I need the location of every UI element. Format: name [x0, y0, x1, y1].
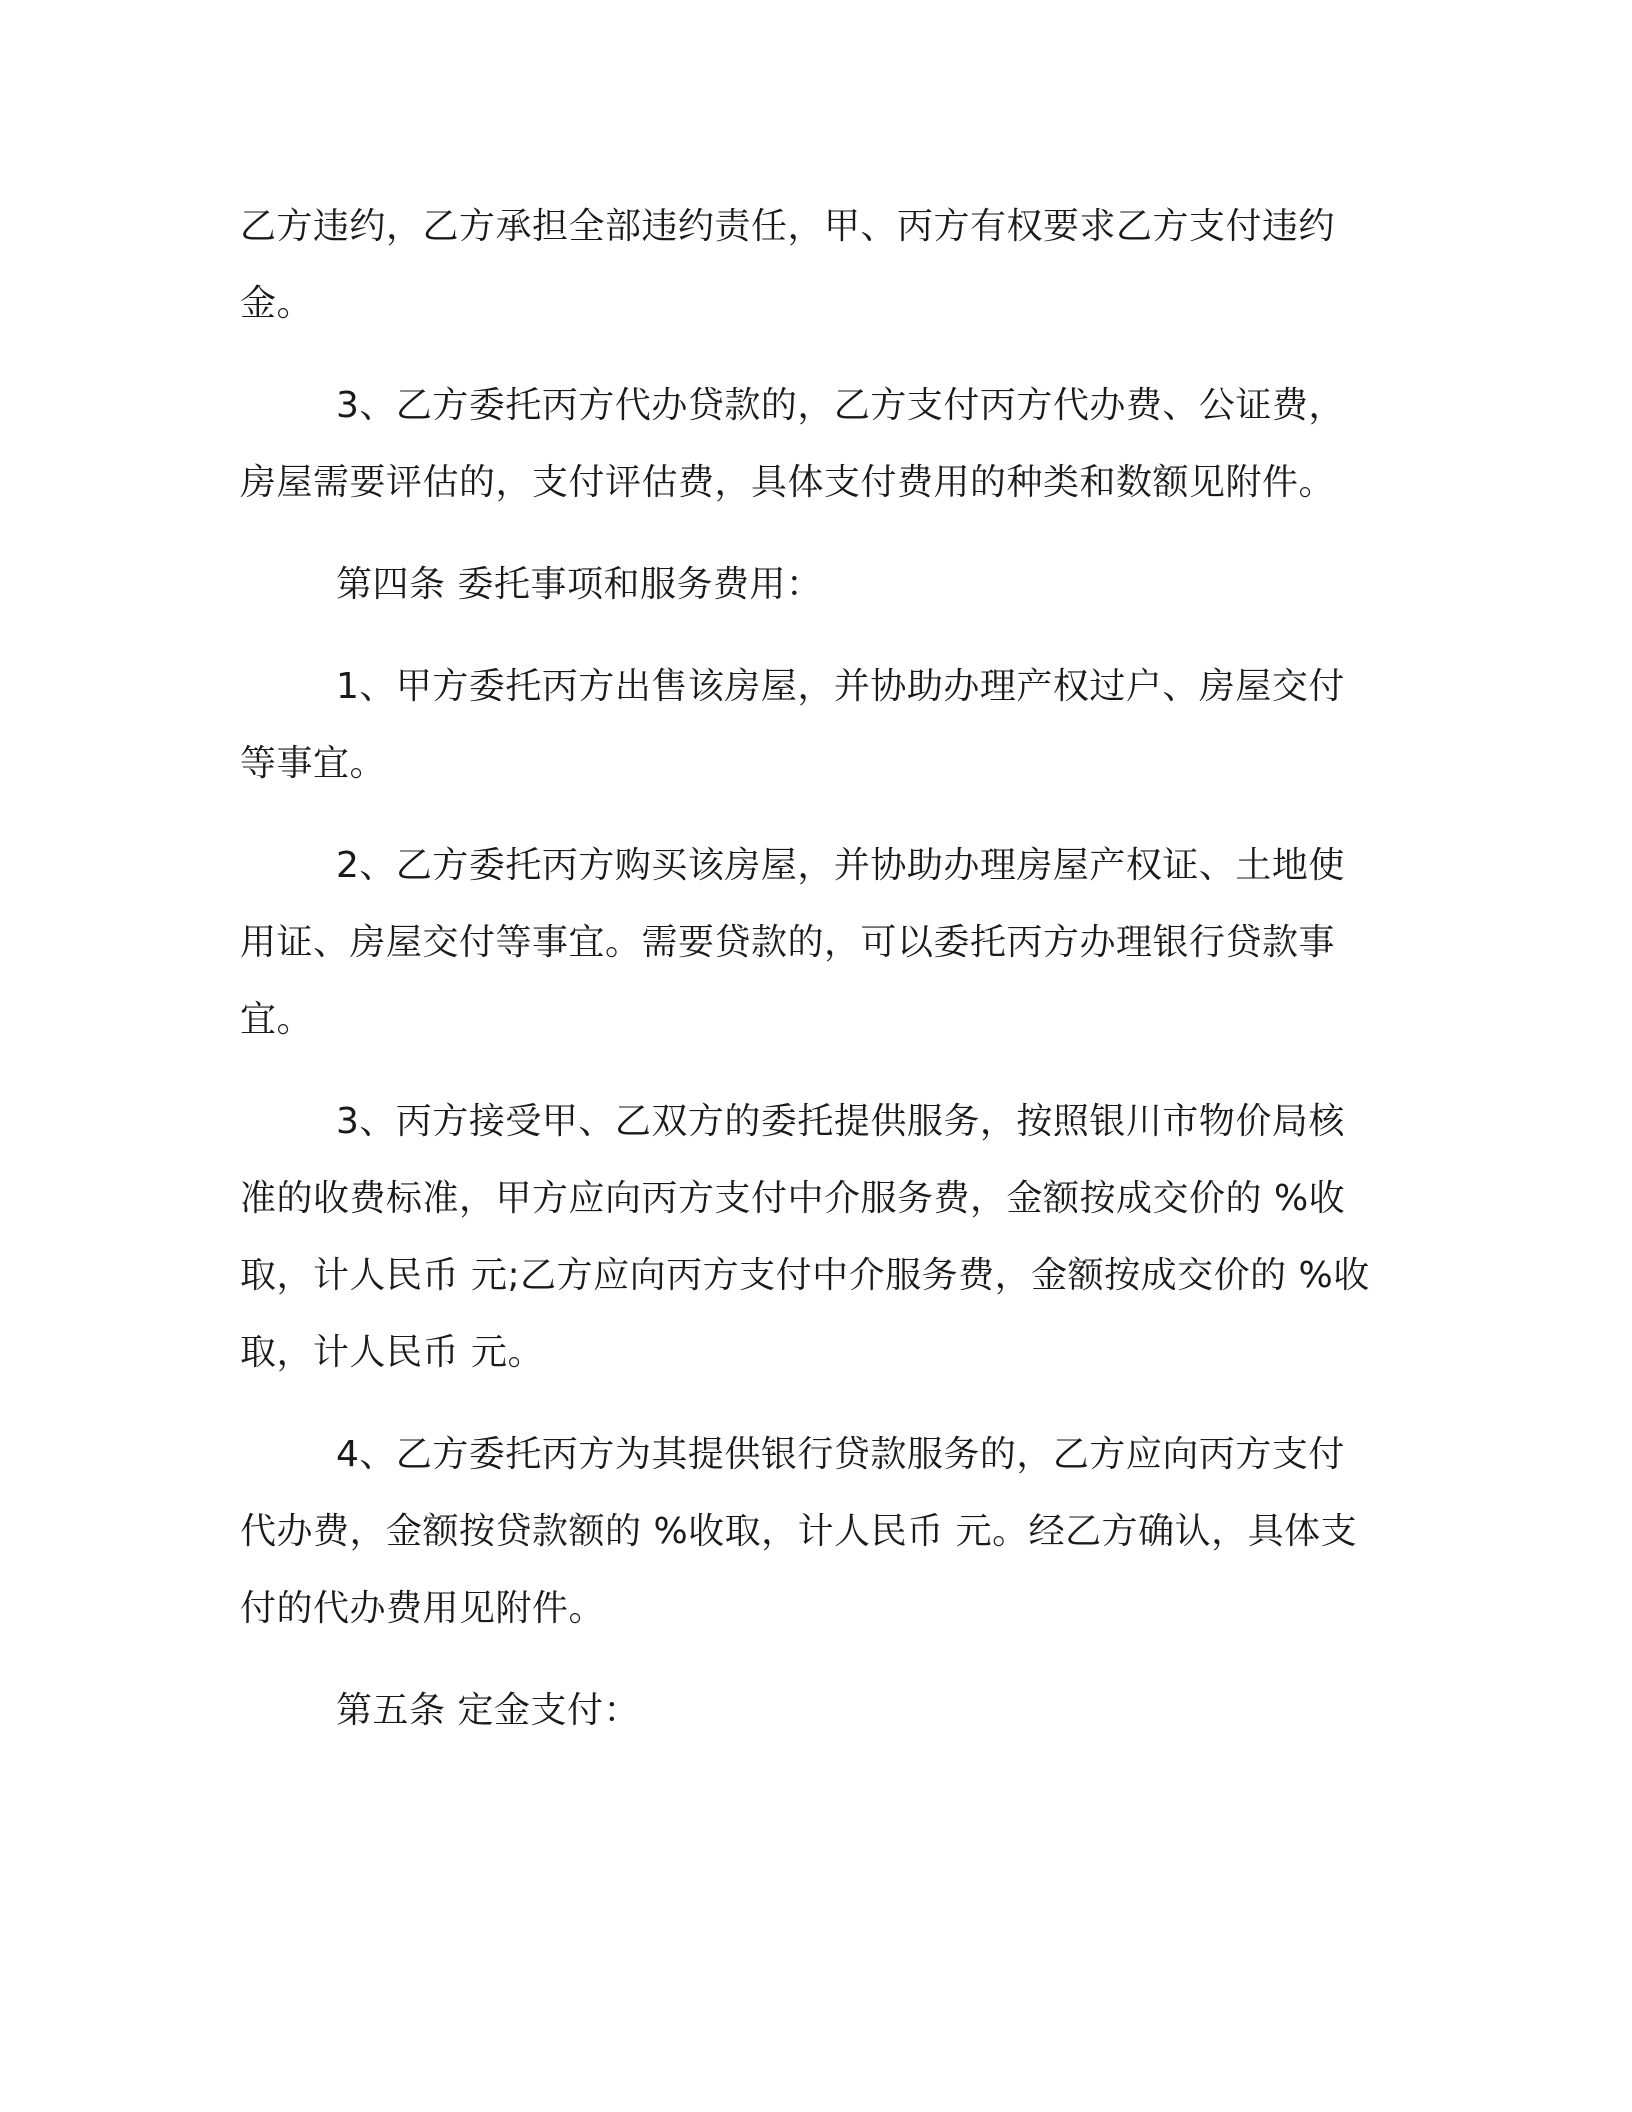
paragraph-article4-item2: 2、乙方委托丙方购买该房屋，并协助办理房屋产权证、土地使用证、房屋交付等事宜。需要贷款的，可以委托丙方办理银行贷款事宜。	[240, 845, 1345, 1040]
paragraph-article3-item3: 3、乙方委托丙方代办贷款的，乙方支付丙方代办费、公证费，房屋需要评估的，支付评估费，具体支付费用的种类和数额见附件。	[240, 385, 1345, 503]
heading-article5: 第五条 定金支付：	[336, 1690, 640, 1731]
document-body	[240, 188, 1380, 1774]
paragraph-article4-item1: 1、甲方委托丙方出售该房屋，并协助办理产权过户、房屋交付等事宜。	[240, 666, 1345, 784]
paragraph-continuation: 乙方违约，乙方承担全部违约责任，甲、丙方有权要求乙方支付违约金。	[240, 206, 1336, 324]
paragraph-article4-item4: 4、乙方委托丙方为其提供银行贷款服务的，乙方应向丙方支付代办费，金额按贷款额的 %收取，计人民币 元。经乙方确认，具体支付的代办费用见附件。	[240, 1434, 1358, 1629]
heading-article4: 第四条 委托事项和服务费用：	[336, 564, 823, 605]
paragraph-article4-item3: 3、丙方接受甲、乙双方的委托提供服务，按照银川市物价局核准的收费标准，甲方应向丙方支付中介服务费，金额按成交价的 %收取，计人民币 元;乙方应向丙方支付中介服务费，金额按成交价的 %收取，计人民币 元。	[240, 1101, 1370, 1373]
